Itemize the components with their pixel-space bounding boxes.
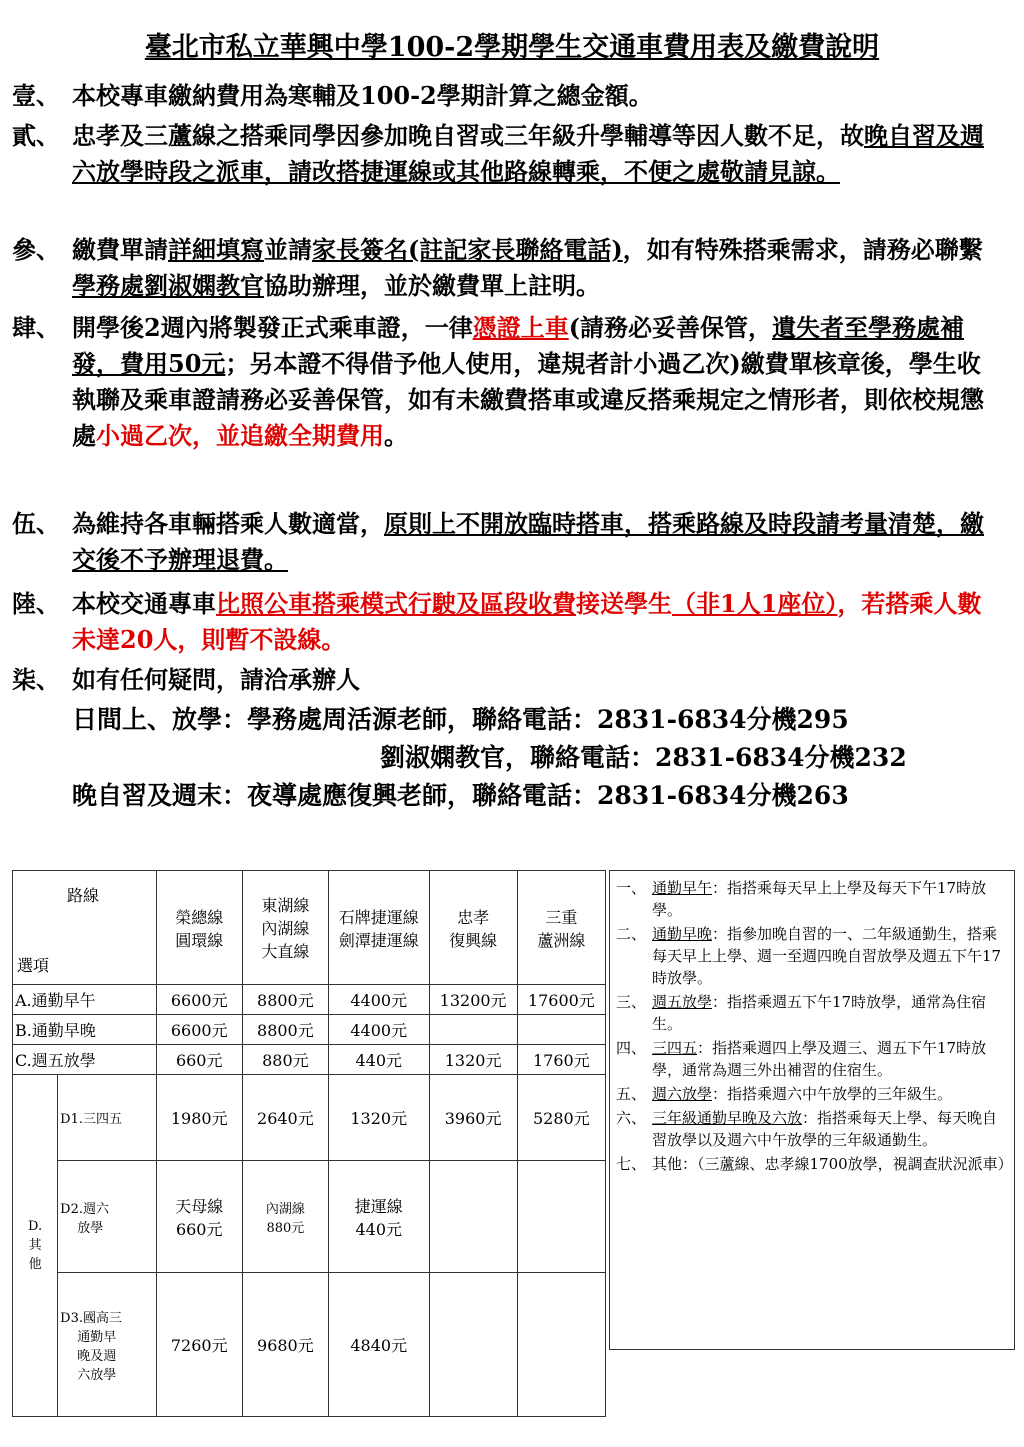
table-cell: 7260元: [156, 1273, 242, 1417]
table-cell: [429, 1161, 517, 1273]
note-item: 六、 三年級通勤早晚及六放：指搭乘每天上學、每天晚自習放學以及週六中午放學的三年級通勤生。: [616, 1109, 998, 1149]
table-cell: 4840元: [328, 1273, 429, 1417]
table-cell: 2640元: [242, 1075, 328, 1161]
table-cell: 1320元: [429, 1045, 517, 1075]
contact-evening: 晚自習及週末：夜導處應復興老師，聯絡電話：2831-6834分機263: [72, 781, 849, 810]
note-item: 四、 三四五：指搭乘週四上學及週三、週五下午17時放學，通常為週三外出補習的住宿生。: [616, 1039, 987, 1079]
route-header: 東湖線 內湖線 大直線: [242, 871, 328, 985]
table-cell: 1320元: [328, 1075, 429, 1161]
table-header-row: [13, 871, 606, 985]
route-header: 三重 蘆洲線: [517, 871, 605, 985]
row-label: C.週五放學: [13, 1045, 157, 1075]
table-cell: 8800元: [242, 1015, 328, 1045]
route-header: 石牌捷運線 劍潭捷運線: [328, 871, 429, 985]
table-row: [13, 985, 606, 1015]
fee-table: [12, 870, 606, 1417]
contact-instructor: 劉淑嫻教官，聯絡電話：2831-6834分機232: [380, 743, 907, 772]
table-cell: 440元: [328, 1045, 429, 1075]
table-cell: 660元: [156, 1045, 242, 1075]
note-item: 三、 週五放學：指搭乘週五下午17時放學，通常為住宿生。: [616, 993, 987, 1033]
table-row: [13, 1273, 606, 1417]
section-6: 陸、 本校交通專車比照公車搭乘模式行駛及區段收費接送學生（非1人1座位），若搭乘人數未達20人，則暫不設線。: [12, 589, 982, 654]
table-cell: 1760元: [517, 1045, 605, 1075]
notes-box: [609, 870, 1015, 1350]
table-cell: [429, 1015, 517, 1045]
table-cell: [517, 1015, 605, 1045]
row-group-label: D. 其 他: [13, 1075, 58, 1417]
page-title: 臺北市私立華興中學100-2學期學生交通車費用表及繳費說明: [144, 32, 880, 63]
table-cell: 880元: [242, 1045, 328, 1075]
note-item: 一、 通勤早午：指搭乘每天早上上學及每天下午17時放學。: [616, 879, 987, 919]
note-item: 七、 其他：（三蘆線、忠孝線1700放學，視調查狀況派車）: [616, 1155, 1013, 1173]
row-label: A.通勤早午: [13, 985, 157, 1015]
note-item: 二、 通勤早晚：指參加晚自習的一、二年級通勤生，搭乘每天早上上學、週一至週四晚自習放學及週五下午17時放學。: [616, 925, 1002, 987]
table-cell: [429, 1273, 517, 1417]
section-4: 肆、 開學後2週內將製發正式乘車證，一律憑證上車(請務必妥善保管，遺失者至學務處補發，費用50元；另本證不得借予他人使用，違規者計小過乙次)繳費單核章後，學生收執聯及乘車證請務必妥善保管，如有未繳費搭車或違反搭乘規定之情形者，則依校規懲處小過乙次，並追繳全期費用。: [12, 313, 984, 450]
table-cell: 6600元: [156, 1015, 242, 1045]
table-cell: 4400元: [328, 1015, 429, 1045]
section-3: 參、 繳費單請詳細填寫並請家長簽名(註記家長聯絡電話)，如有特殊搭乘需求，請務必聯繫學務處劉淑嫻教官協助辦理，並於繳費單上註明。: [12, 235, 983, 300]
table-row: [13, 1045, 606, 1075]
table-cell: [517, 1161, 605, 1273]
route-header: 榮總線 圓環線: [156, 871, 242, 985]
table-cell: 內湖線 880元: [242, 1161, 328, 1273]
row-label: D3.國高三 通勤早 晚及週 六放學: [58, 1273, 156, 1417]
table-cell: 捷運線 440元: [328, 1161, 429, 1273]
table-row: [13, 1161, 606, 1273]
section-7: 柒、 如有任何疑問，請洽承辦人: [12, 665, 360, 694]
section-1: 壹、 本校專車繳納費用為寒輔及100-2學期計算之總金額。: [12, 81, 653, 110]
row-label: D2.週六 放學: [58, 1161, 156, 1273]
route-header: 忠孝 復興線: [429, 871, 517, 985]
table-cell: 13200元: [429, 985, 517, 1015]
row-label: D1.三四五: [58, 1075, 156, 1161]
table-cell: 17600元: [517, 985, 605, 1015]
table-cell: 3960元: [429, 1075, 517, 1161]
row-label: B.通勤早晚: [13, 1015, 157, 1045]
note-item: 五、 週六放學：指搭乘週六中午放學的三年級生。: [616, 1085, 953, 1103]
table-cell: 9680元: [242, 1273, 328, 1417]
contact-day: 日間上、放學：學務處周活源老師，聯絡電話：2831-6834分機295: [72, 705, 849, 734]
section-2: 貳、 忠孝及三蘆線之搭乘同學因參加晚自習或三年級升學輔導等因人數不足，故晚自習及週六放學時段之派車，請改搭捷運線或其他路線轉乘，不便之處敬請見諒。: [12, 121, 984, 186]
table-cell: 6600元: [156, 985, 242, 1015]
table-row: [13, 1015, 606, 1045]
table-cell: 8800元: [242, 985, 328, 1015]
table-corner-cell: 路線 選項: [13, 871, 157, 985]
table-cell: 天母線 660元: [156, 1161, 242, 1273]
table-cell: [517, 1273, 605, 1417]
table-cell: 1980元: [156, 1075, 242, 1161]
table-cell: 5280元: [517, 1075, 605, 1161]
section-5: 伍、 為維持各車輛搭乘人數適當，原則上不開放臨時搭車，搭乘路線及時段請考量清楚，繳交後不予辦理退費。: [12, 509, 984, 574]
table-row: [13, 1075, 606, 1161]
table-cell: 4400元: [328, 985, 429, 1015]
